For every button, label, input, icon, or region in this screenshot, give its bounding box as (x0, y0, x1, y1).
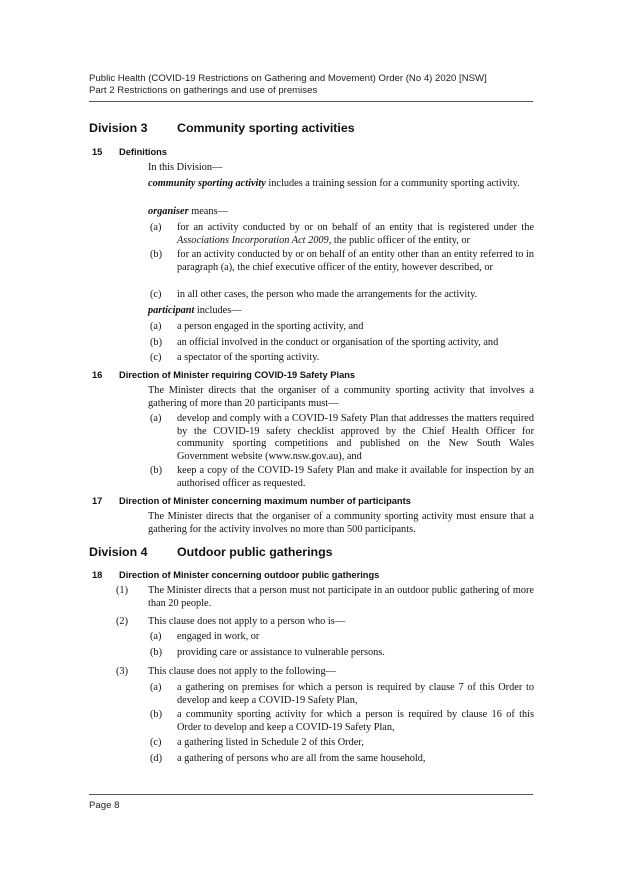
definition (148, 206, 534, 219)
item-label: (b) (150, 709, 163, 720)
header-rule (89, 101, 533, 102)
list-item: a gathering listed in Schedule 2 of this Order, (177, 737, 364, 748)
definition-text: includes— (194, 305, 242, 316)
list-item: a gathering of persons who are all from the same household, (177, 753, 426, 764)
item-label: (c) (150, 352, 162, 363)
clause-number: 17 (92, 496, 103, 506)
clause-heading (92, 370, 355, 380)
division-heading (89, 121, 355, 135)
list-item: engaged in work, or (177, 631, 260, 642)
item-text: , the public officer of the entity, or (328, 234, 470, 246)
subclause-text: The Minister directs that a person must not participate in an outdoor public gathering of more than 20 people. (148, 585, 534, 609)
division-title: Outdoor public gatherings (177, 545, 333, 559)
clause-number: 18 (92, 570, 103, 580)
item-text: for an activity conducted by or on behalf of an entity that is registered under the (177, 222, 534, 233)
clause-number: 16 (92, 370, 103, 380)
subclause-text: This clause does not apply to the following— (148, 666, 336, 677)
paragraph: The Minister directs that the organiser of a community sporting activity that involves a gathering of more than 20 participants must— (148, 385, 534, 409)
list-item: providing care or assistance to vulnerable persons. (177, 647, 385, 658)
item-label: (c) (150, 737, 162, 748)
division-title: Community sporting activities (177, 121, 355, 135)
page-number: Page 8 (89, 800, 120, 811)
paragraph: The Minister directs that the organiser of a community sporting activity must ensure that a gathering for the activity involves no more than 500 participants. (148, 511, 534, 535)
defined-term: participant (148, 305, 195, 316)
list-item: a gathering on premises for which a person is required by clause 7 of this Order to develop and keep a COVID-19 Safety Plan, (177, 682, 534, 706)
footer-rule (89, 794, 533, 795)
item-label: (a) (150, 321, 162, 332)
item-label: (a) (150, 631, 162, 642)
defined-term: community sporting activity (148, 178, 266, 189)
division-number: Division 4 (89, 545, 148, 559)
list-item: keep a copy of the COVID-19 Safety Plan and make it available for inspection by an authorised officer as requested. (177, 465, 534, 489)
item-label: (b) (150, 337, 163, 348)
clause-heading (92, 147, 167, 157)
item-label: (a) (150, 222, 162, 233)
division-number: Division 3 (89, 121, 148, 135)
clause-heading (92, 570, 379, 580)
definition (148, 305, 534, 318)
list-item: in all other cases, the person who made the arrangements for the activity. (177, 289, 478, 300)
list-item: for an activity conducted by or on behalf of an entity other than an entity referred to in paragraph (a), the chief executive officer of the entity, however described, or (177, 249, 534, 273)
part-title: Part 2 Restrictions on gatherings and use of premises (89, 85, 318, 96)
clause-title: Direction of Minister concerning outdoor public gatherings (119, 570, 380, 580)
division-heading (89, 545, 333, 559)
item-label: (b) (150, 249, 163, 260)
list-item: an official involved in the conduct or organisation of the sporting activity, and (177, 337, 499, 348)
clause-number: 15 (92, 147, 103, 157)
definition-text: includes a training session for a community sporting activity. (265, 178, 520, 189)
list-item: a spectator of the sporting activity. (177, 352, 320, 363)
subclause-label: (3) (116, 666, 129, 677)
subclause-label: (2) (116, 616, 129, 627)
clause-title: Definitions (119, 147, 168, 157)
subclause-text: This clause does not apply to a person who is— (148, 616, 346, 627)
list-item: a community sporting activity for which a person is required by clause 16 of this Order to develop and keep a COVID-19 Safety Plan, (177, 709, 534, 733)
running-header (89, 73, 529, 97)
item-label: (b) (150, 465, 163, 476)
clause-heading (92, 496, 411, 506)
list-item (177, 222, 534, 247)
item-label: (a) (150, 413, 162, 424)
act-name: Associations Incorporation Act 2009 (177, 234, 329, 246)
definition (148, 178, 534, 191)
item-label: (b) (150, 647, 163, 658)
item-label: (d) (150, 753, 163, 764)
defined-term: organiser (148, 206, 189, 217)
paragraph: In this Division— (148, 162, 223, 173)
item-label: (c) (150, 289, 162, 300)
item-label: (a) (150, 682, 162, 693)
order-title: Public Health (COVID-19 Restrictions on Gathering and Movement) Order (No 4) 2020 [NSW] (89, 73, 487, 84)
subclause-label: (1) (116, 585, 129, 596)
clause-title: Direction of Minister concerning maximum number of participants (119, 496, 411, 506)
definition-text: means— (188, 206, 228, 217)
list-item: develop and comply with a COVID-19 Safety Plan that addresses the matters required by the COVID-19 safety checklist approved by the Chief Health Officer for community sporting competitions and published on the New South Wales Government website (www.nsw.gov.au), and (177, 413, 534, 462)
clause-title: Direction of Minister requiring COVID-19 Safety Plans (119, 370, 356, 380)
list-item: a person engaged in the sporting activity, and (177, 321, 364, 332)
